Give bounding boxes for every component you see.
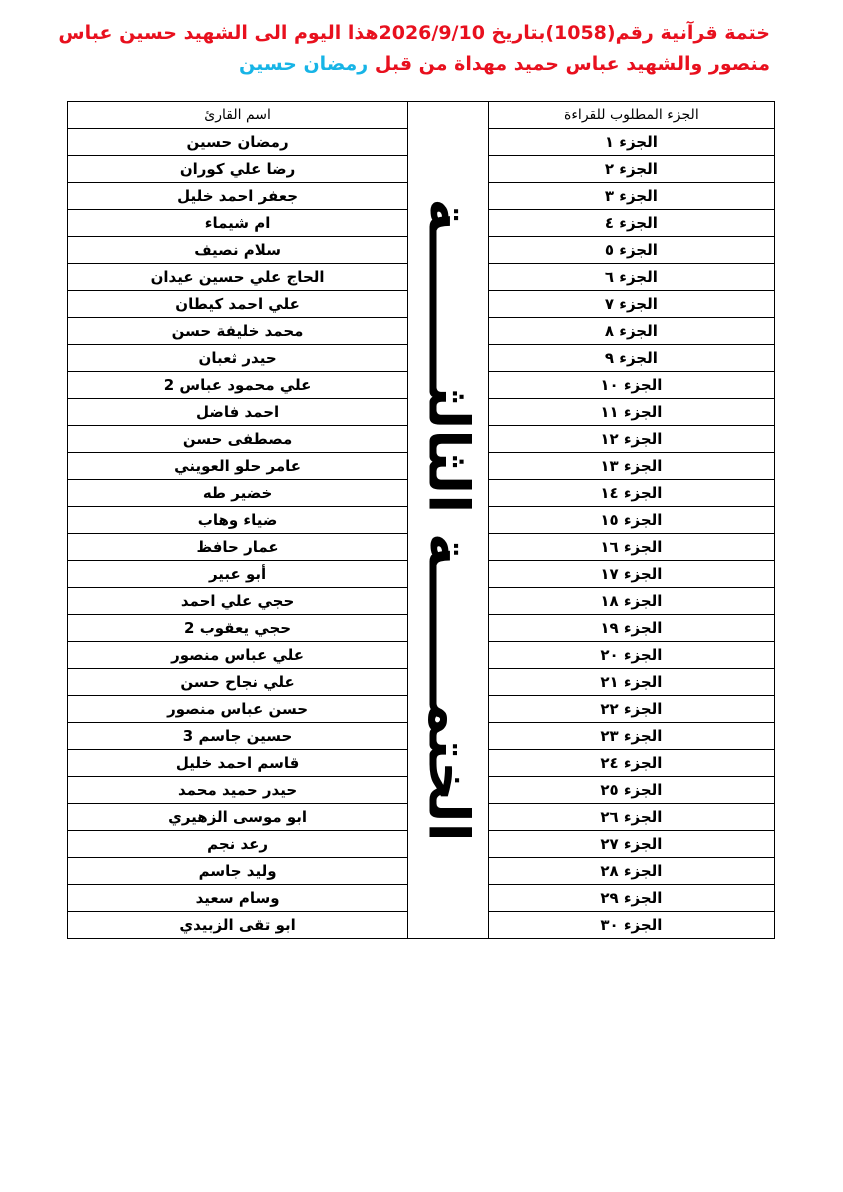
reader-name: أبو عبير	[68, 561, 408, 588]
quran-part: الجزء ٢	[488, 156, 774, 183]
header-date-prefix: )بتاريخ	[484, 22, 555, 44]
document-header	[58, 18, 770, 80]
reader-name: ضياء وهاب	[68, 507, 408, 534]
reader-name: محمد خليفة حسن	[68, 318, 408, 345]
reader-name: قاسم احمد خليل	[68, 750, 408, 777]
reader-name: عمار حافظ	[68, 534, 408, 561]
quran-part: الجزء ١٧	[488, 561, 774, 588]
reader-name: حسن عباس منصور	[68, 696, 408, 723]
quran-part: الجزء ٢٠	[488, 642, 774, 669]
quran-part: الجزء ١١	[488, 399, 774, 426]
table-header-row	[68, 102, 775, 129]
reader-name: سلام نصيف	[68, 237, 408, 264]
reader-name: احمد فاضل	[68, 399, 408, 426]
quran-part: الجزء ٦	[488, 264, 774, 291]
reader-name: عامر حلو العويني	[68, 453, 408, 480]
quran-part: الجزء ٣٠	[488, 912, 774, 939]
reader-name: حجي يعقوب 2	[68, 615, 408, 642]
reader-name: حجي علي احمد	[68, 588, 408, 615]
quran-part: الجزء ١	[488, 129, 774, 156]
quran-part: الجزء ١٥	[488, 507, 774, 534]
khatma-number: 1058	[554, 22, 607, 44]
quran-part: الجزء ٢٧	[488, 831, 774, 858]
quran-part: الجزء ١٨	[488, 588, 774, 615]
quran-part: الجزء ٧	[488, 291, 774, 318]
quran-part: الجزء ٨	[488, 318, 774, 345]
quran-part: الجزء ٢٣	[488, 723, 774, 750]
header-line-2	[70, 49, 770, 80]
reader-name: رمضان حسين	[68, 129, 408, 156]
reader-name: جعفر احمد خليل	[68, 183, 408, 210]
reader-name: حسين جاسم 3	[68, 723, 408, 750]
donor-name: رمضان حسين	[238, 53, 369, 75]
quran-part: الجزء ١٢	[488, 426, 774, 453]
reader-name: حيدر حميد محمد	[68, 777, 408, 804]
quran-part: الجزء ٢٩	[488, 885, 774, 912]
side-column	[408, 102, 489, 939]
reader-name: علي محمود عباس 2	[68, 372, 408, 399]
reader-name: وسام سعيد	[68, 885, 408, 912]
reader-name: علي عباس منصور	[68, 642, 408, 669]
reader-name: خضير طه	[68, 480, 408, 507]
khatma-date: 2026/9/10	[378, 22, 485, 44]
quran-part: الجزء ٥	[488, 237, 774, 264]
reader-name: رعد نجم	[68, 831, 408, 858]
header-dedication-continued: منصور والشهيد عباس حميد مهداة من قبل	[368, 53, 770, 75]
quran-part: الجزء ١٣	[488, 453, 774, 480]
reader-name: ام شيماء	[68, 210, 408, 237]
readers-table	[67, 101, 775, 939]
reader-name: الحاج علي حسين عيدان	[68, 264, 408, 291]
reader-column-header: اسم القارئ	[68, 102, 408, 129]
quran-part: الجزء ٤	[488, 210, 774, 237]
header-dedication: هذا اليوم الى الشهيد حسين عباس	[58, 22, 379, 44]
reader-name: علي نجاح حسن	[68, 669, 408, 696]
reader-name: مصطفى حسن	[68, 426, 408, 453]
header-title-prefix: ختمة قرآنية رقم(	[606, 22, 770, 44]
khatma-side-label: الختمـــــــة الثالثــــــــة	[415, 198, 481, 842]
quran-part: الجزء ٢٥	[488, 777, 774, 804]
quran-part: الجزء ٣	[488, 183, 774, 210]
quran-part: الجزء ١٠	[488, 372, 774, 399]
reader-name: وليد جاسم	[68, 858, 408, 885]
part-column-header: الجزء المطلوب للقراءة	[488, 102, 774, 129]
quran-part: الجزء ٢٨	[488, 858, 774, 885]
quran-part: الجزء ١٦	[488, 534, 774, 561]
quran-part: الجزء ١٩	[488, 615, 774, 642]
reader-name: ابو موسى الزهيري	[68, 804, 408, 831]
header-line-1	[58, 18, 770, 49]
quran-part: الجزء ٩	[488, 345, 774, 372]
quran-part: الجزء ٢٤	[488, 750, 774, 777]
reader-name: رضا علي كوران	[68, 156, 408, 183]
quran-part: الجزء ٢١	[488, 669, 774, 696]
quran-part: الجزء ٢٦	[488, 804, 774, 831]
quran-part: الجزء ٢٢	[488, 696, 774, 723]
reader-name: علي احمد كيطان	[68, 291, 408, 318]
reader-name: حيدر ثعبان	[68, 345, 408, 372]
reader-name: ابو تقى الزبيدي	[68, 912, 408, 939]
quran-part: الجزء ١٤	[488, 480, 774, 507]
